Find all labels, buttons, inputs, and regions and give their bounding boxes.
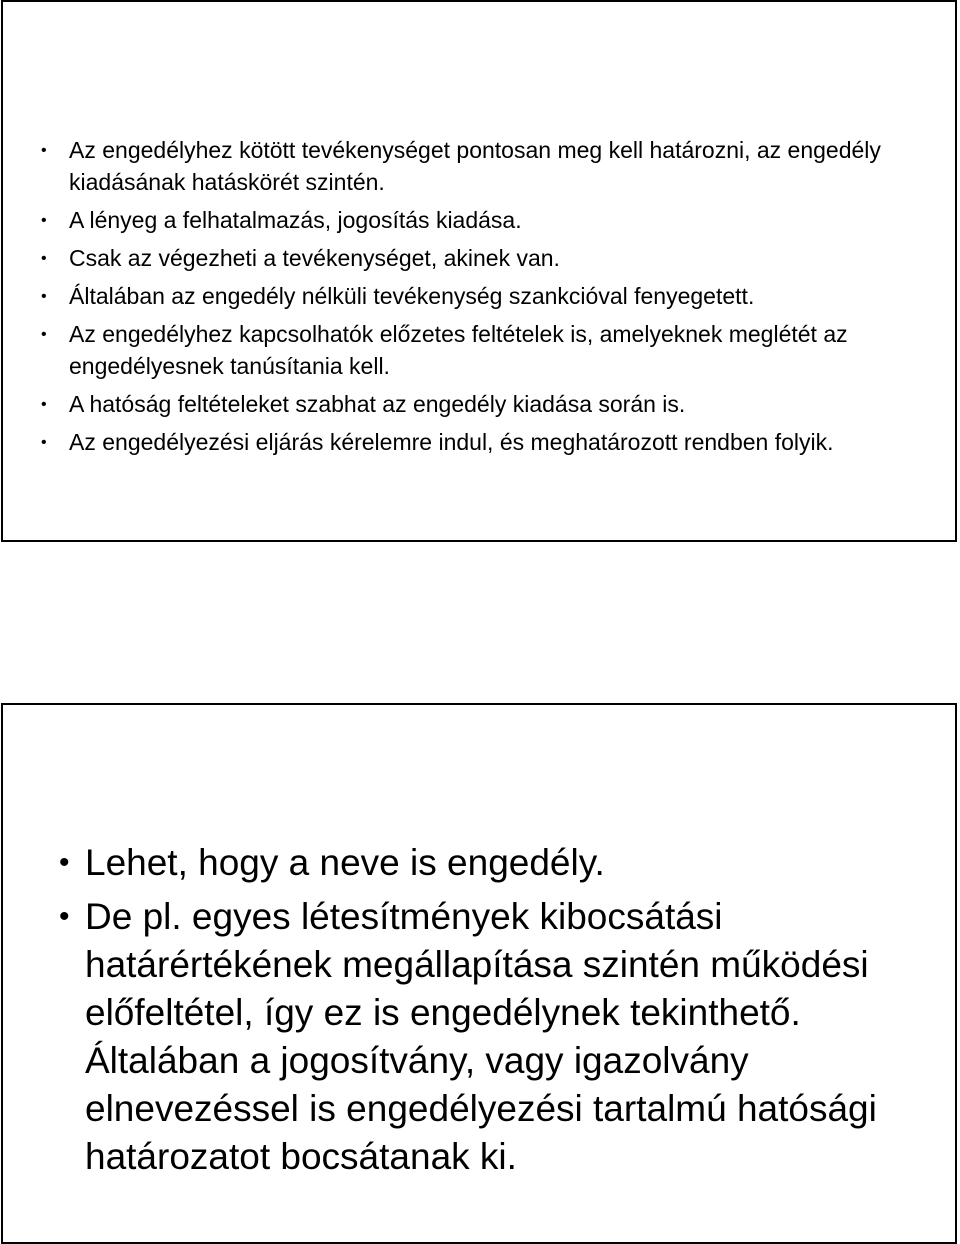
bullet-icon: •	[41, 288, 47, 305]
bullet-icon: •	[41, 250, 47, 267]
bullet-icon: •	[41, 396, 47, 413]
bullet-icon: •	[41, 142, 47, 159]
list-item-text: Lehet, hogy a neve is engedély.	[85, 842, 605, 883]
list-item	[39, 204, 939, 236]
list-item	[39, 318, 939, 382]
list-item-text: De pl. egyes létesítmények kibocsátási határértékének megállapítása szintén működési előfeltétel, így ez is engedélynek tekinthető. Általában a jogosítvány, vagy igazolvány elnevezéssel is engedélyezési tartalmú hatósági határozatot bocsátanak ki.	[85, 896, 877, 1177]
bullet-icon: •	[59, 846, 70, 879]
list-item	[39, 388, 939, 420]
list-item-text: Csak az végezheti a tevékenységet, akinek van.	[69, 245, 560, 271]
list-item-text: Az engedélyhez kötött tevékenységet pontosan meg kell határozni, az engedély kiadásának hatáskörét szintén.	[69, 137, 881, 195]
list-item-text: Az engedélyezési eljárás kérelemre indul, és meghatározott rendben folyik.	[69, 429, 834, 455]
list-item-text: A hatóság feltételeket szabhat az engedély kiadása során is.	[69, 391, 686, 417]
list-item	[39, 280, 939, 312]
list-item	[59, 893, 919, 1181]
list-item	[39, 134, 939, 198]
slide-1	[1, 0, 957, 542]
bullet-icon: •	[59, 900, 70, 933]
list-item-text: A lényeg a felhatalmazás, jogosítás kiadása.	[69, 207, 522, 233]
bullet-list	[39, 134, 939, 464]
bullet-icon: •	[41, 326, 47, 343]
bullet-icon: •	[41, 434, 47, 451]
list-item-text: Az engedélyhez kapcsolhatók előzetes feltételek is, amelyeknek meglétét az engedélyesnek tanúsítania kell.	[69, 321, 848, 379]
bullet-list	[59, 839, 919, 1187]
list-item	[39, 426, 939, 458]
list-item	[39, 242, 939, 274]
bullet-icon: •	[41, 212, 47, 229]
slide-2	[1, 703, 957, 1244]
list-item-text: Általában az engedély nélküli tevékenység szankcióval fenyegetett.	[69, 283, 755, 309]
list-item	[59, 839, 919, 887]
